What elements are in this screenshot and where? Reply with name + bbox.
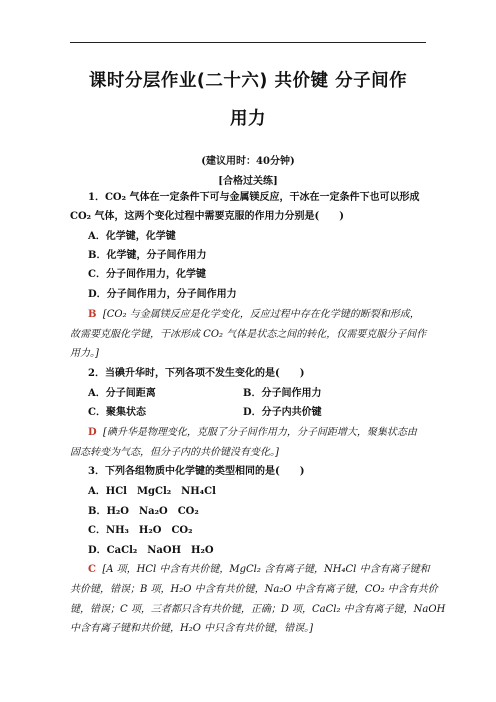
q3-explanation-3: 键，错误；C 项，三者都只含有共价键，正确；D 项，CaCl₂ 中含有离子键，NaOH [70, 604, 446, 615]
q3-explanation-4: 中含有离子键和共价键，H₂O 中只含有共价键，错误。] [70, 623, 314, 634]
q3-answer-key: C [88, 564, 96, 575]
q1-explanation-3: 用力。] [70, 348, 99, 359]
q3-stem: 3．下列各组物质中化学键的类型相同的是( ) [88, 466, 305, 477]
q1-option-a: A．化学键，化学键 [88, 231, 176, 242]
section-heading: [合格过关练] [218, 176, 278, 187]
q2-option-a: A．分子间距离 [88, 388, 156, 399]
q2-option-d: D．分子内共价键 [243, 407, 322, 418]
q2-option-b: B．分子间作用力 [243, 388, 322, 399]
q3-option-d: D．CaCl₂ NaOH H₂O [88, 545, 214, 556]
q2-answer-key: D [88, 427, 97, 438]
q3-answer-line1 [88, 563, 430, 577]
q1-answer-line1 [88, 308, 420, 322]
q1-explanation-1: [CO₂ 与金属镁反应是化学变化，反应过程中存在化学键的断裂和形成， [102, 309, 420, 320]
q1-explanation-2: 故需要克服化学键，干冰形成 CO₂ 气体是状态之间的转化，仅需要克服分子间作 [70, 329, 427, 340]
q2-option-c: C．聚集状态 [88, 407, 146, 418]
title-line-1: 课时分层作业(二十六) 共价键 分子间作 [88, 71, 408, 91]
q3-explanation-1: [A 项，HCl 中含有共价键，MgCl₂ 含有离子键，NH₄Cl 中含有离子键和 [102, 564, 430, 575]
q3-explanation-2: 共价键，错误；B 项，H₂O 中含有共价键，Na₂O 中含有离子键，CO₂ 中含有共价 [70, 584, 438, 595]
top-rule [70, 42, 426, 43]
q1-answer-key: B [88, 309, 97, 320]
q3-option-b: B．H₂O Na₂O CO₂ [88, 506, 199, 517]
q2-explanation-1: [碘升华是物理变化，克服了分子间作用力，分子间距增大，聚集状态由 [103, 427, 417, 438]
q2-answer-line1 [88, 426, 417, 440]
q1-option-b: B．化学键，分子间作用力 [88, 250, 207, 261]
q3-option-c: C．NH₃ H₂O CO₂ [88, 525, 193, 536]
q1-option-d: D．分子间作用力，分子间作用力 [88, 289, 237, 300]
q1-option-c: C．分子间作用力，化学键 [88, 269, 206, 280]
time-hint: (建议用时：40分钟) [201, 156, 295, 167]
q3-option-a: A．HCl MgCl₂ NH₄Cl [88, 486, 216, 497]
q2-explanation-2: 固态转变为气态，但分子内的共价键没有变化。] [70, 447, 279, 458]
q1-stem-line1: 1．CO₂ 气体在一定条件下可与金属镁反应，干冰在一定条件下也可以形成 [88, 192, 420, 203]
q1-stem-line2: CO₂ 气体，这两个变化过程中需要克服的作用力分别是( ) [70, 211, 344, 222]
q2-stem: 2．当碘升华时，下列各项不发生变化的是( ) [88, 368, 305, 379]
title-line-2: 用力 [230, 109, 266, 129]
